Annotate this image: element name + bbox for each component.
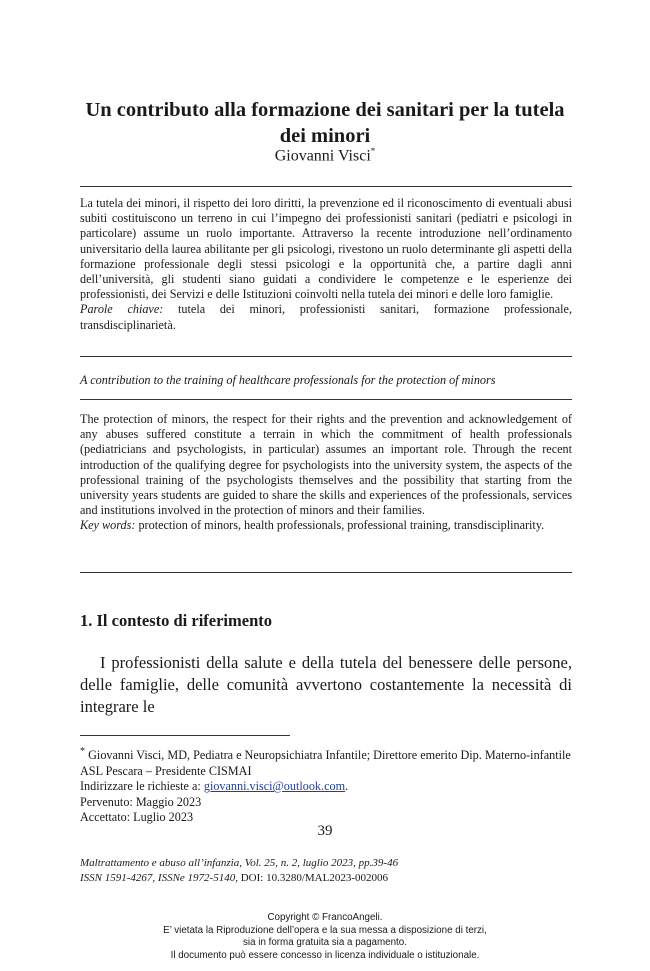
journal-citation <box>80 856 572 885</box>
keywords-it-label: Parole chiave: <box>80 302 164 317</box>
author-email-link[interactable]: giovanni.visci@outlook.com <box>203 779 346 794</box>
keywords-en-label: Key words: <box>80 518 136 533</box>
title-line-1: Un contributo alla formazione dei sanitari per la tutela <box>85 99 565 121</box>
abstract-en-text: The protection of minors, the respect for their rights and the prevention and acknowledgement of any abuses suffered constitute a terrain in which the commitment of health professionals (pediatricians and psychologists, in particular) assumes an important role. Through the recent introduction of the qualifying degree for psychologists into the university system, the aspects of the professional training of the psychologists themselves and the possibility that starting from the university years students are guided to share the skills and experiences of the professionals, services and institutions involved in the protection of minors and their families. <box>80 412 572 518</box>
section-heading: 1. Il contesto di riferimento <box>80 611 272 630</box>
body-paragraph <box>80 652 572 718</box>
footnote-received: Pervenuto: Maggio 2023 <box>80 794 202 809</box>
abstract-en-top-rule <box>80 399 572 400</box>
abstract-it-bottom-rule <box>80 356 572 357</box>
footnote-mark: * <box>80 746 86 757</box>
copyright-notice <box>0 912 650 962</box>
footnote-affiliation-text: Giovanni Visci, MD, Pediatra e Neuropsichiatra Infantile; Direttore emerito Dip. Materno-infantile ASL Pescara – Presidente CISMAI <box>80 748 571 778</box>
footnote-affiliation <box>80 744 572 779</box>
abstract-english <box>80 412 572 534</box>
author-line <box>0 146 650 165</box>
footnote-address: Indirizzare le richieste a: giovanni.visci@outlook.com. <box>80 779 349 794</box>
author-name: Giovanni Visci <box>274 147 371 165</box>
page-number: 39 <box>317 823 333 839</box>
title-line-2: dei minori <box>279 125 371 147</box>
article-title <box>70 97 580 149</box>
copyright-line-4: Il documento può essere concesso in licenza individuale o istituzionale. <box>170 949 480 961</box>
abstract-it-top-rule <box>80 186 572 187</box>
footnote-accepted: Accettato: Luglio 2023 <box>80 810 194 825</box>
keywords-it: tutela dei minori, professionisti sanitari, formazione professionale, transdisciplinarietà. <box>80 302 573 332</box>
author-footnote-mark: * <box>370 146 376 156</box>
body-paragraph-text: I professionisti della salute e della tutela del benessere delle persone, delle famiglie, delle comunità avvertono costantemente la necessità di integrare le <box>80 653 572 716</box>
copyright-line-1: Copyright © FrancoAngeli. <box>267 912 383 923</box>
abstract-italian <box>80 196 572 333</box>
copyright-line-2: E’ vietata la Riproduzione dell’opera e la sua messa a disposizione di terzi, <box>163 924 487 936</box>
english-title: A contribution to the training of healthcare professionals for the protection of minors <box>80 373 496 387</box>
journal-issn: ISSN 1591-4267, ISSNe 1972-5140, <box>80 871 238 884</box>
footnote <box>80 744 572 826</box>
abstract-en-bottom-rule <box>80 572 572 573</box>
keywords-en: protection of minors, health professionals, professional training, transdisciplinarity. <box>138 518 545 533</box>
footnote-separator <box>80 735 290 736</box>
journal-doi: DOI: 10.3280/MAL2023-002006 <box>240 871 388 884</box>
abstract-it-text: La tutela dei minori, il rispetto dei loro diritti, la prevenzione ed il riconoscimento di eventuali abusi subiti costituiscono un terreno in cui l’impegno dei professionisti sanitari (pediatri e psicologi in particolare) assume un ruolo importante. Attraverso la recente introduzione nell’ordinamento universitario della laurea abilitante per gli psicologi, rivestono un ruolo determinante gli aspetti della formazione professionale degli stessi psicologi e la opportunità che, a partire dagli anni dell’università, gli studenti siano guidati a condividere le competenze e le esperienze dei professionisti, dei Servizi e delle Istituzioni coinvolti nella tutela dei minori e delle loro famiglie. <box>80 196 572 302</box>
journal-citation-text: Maltrattamento e abuso all’infanzia, Vol. 25, n. 2, luglio 2023, pp.39-46 <box>80 857 399 869</box>
footnote-address-label: Indirizzare le richieste a: <box>80 779 201 794</box>
copyright-line-3: sia in forma gratuita sia a pagamento. <box>243 937 407 948</box>
